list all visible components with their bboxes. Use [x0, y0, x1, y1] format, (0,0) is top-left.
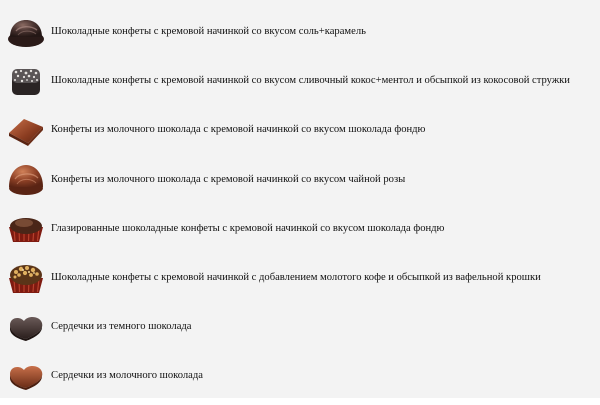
product-name: Шоколадные конфеты с кремовой начинкой со вкусом сливочный кокос+ментол и обсыпкой из кокосовой стружки	[51, 75, 570, 87]
list-item	[4, 105, 600, 154]
list-item	[4, 7, 600, 56]
milk-chocolate-heart-icon	[4, 354, 48, 398]
chocolate-coconut-icon	[4, 59, 48, 103]
list-item	[4, 351, 600, 400]
product-name: Сердечки из темного шоколада	[51, 321, 192, 333]
product-name: Конфеты из молочного шоколада с кремовой начинкой со вкусом шоколада фондю	[51, 124, 426, 136]
product-name: Шоколадные конфеты с кремовой начинкой со вкусом соль+карамель	[51, 26, 366, 38]
dark-chocolate-heart-icon	[4, 305, 48, 349]
product-name: Глазированные шоколадные конфеты с кремовой начинкой со вкусом шоколада фондю	[51, 222, 445, 234]
list-item	[4, 204, 600, 253]
product-name: Сердечки из молочного шоколада	[51, 370, 203, 382]
list-item	[4, 155, 600, 204]
milk-chocolate-swirl-icon	[4, 157, 48, 201]
product-name: Конфеты из молочного шоколада с кремовой начинкой со вкусом чайной розы	[51, 173, 406, 185]
product-list	[4, 7, 600, 401]
product-name: Шоколадные конфеты с кремовой начинкой с добавлением молотого кофе и обсыпкой из вафельной крошки	[51, 272, 541, 284]
chocolate-swirl-icon	[4, 10, 48, 54]
list-item	[4, 56, 600, 105]
list-item	[4, 253, 600, 302]
milk-chocolate-square-icon	[4, 108, 48, 152]
list-item	[4, 302, 600, 351]
glazed-chocolate-cup-icon	[4, 206, 48, 250]
coffee-wafer-chocolate-icon	[4, 256, 48, 300]
